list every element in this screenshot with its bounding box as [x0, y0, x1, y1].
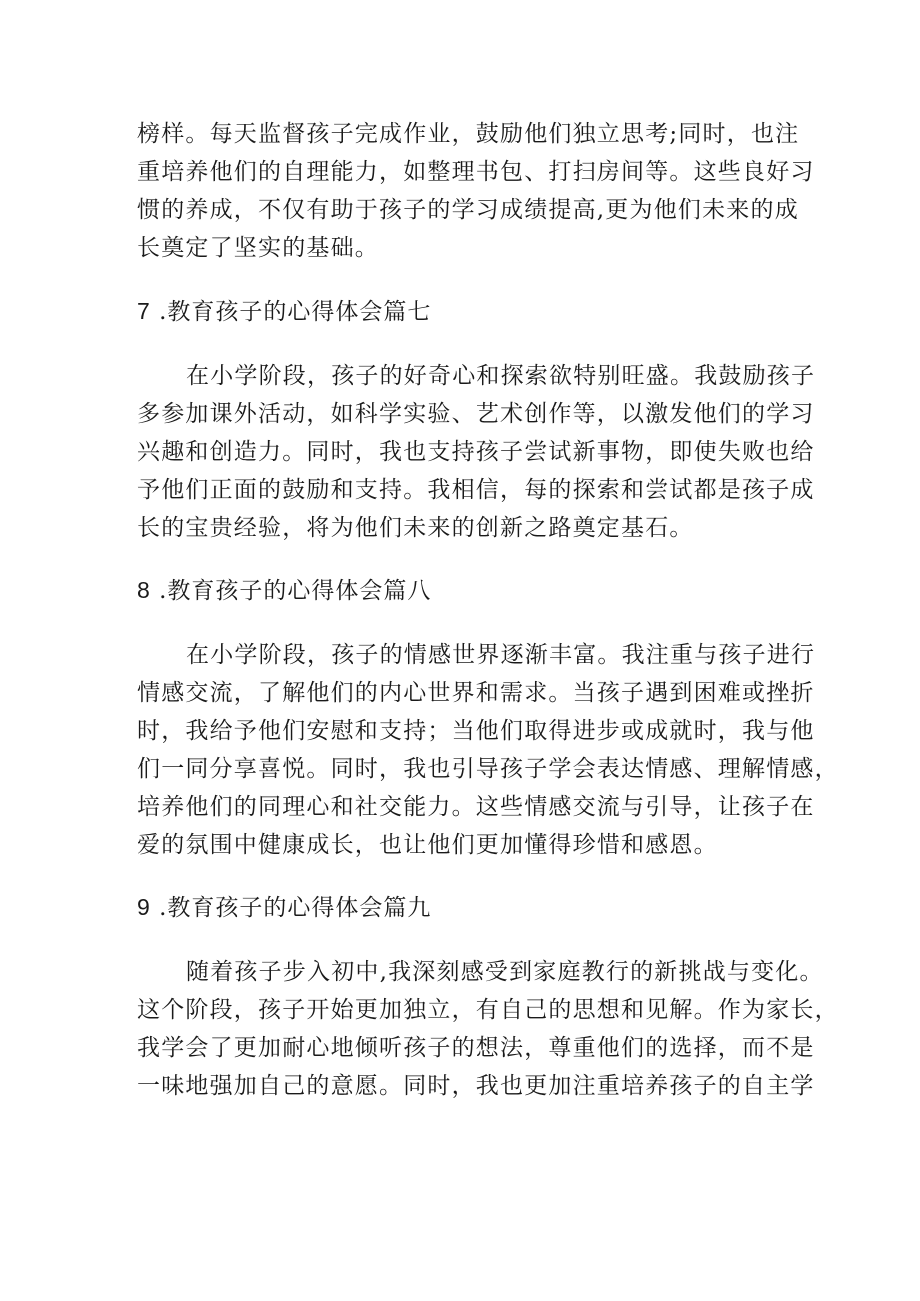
paragraph-line: 长的宝贵经验，将为他们未来的创新之路奠定基石。	[137, 515, 694, 541]
paragraph-line: 随着孩子步入初中,我深刻感受到家庭教行的新挑战与变化。	[186, 959, 824, 985]
paragraph-line: 重培养他们的自理能力，如整理书包、打扫房间等。这些良好习	[137, 159, 815, 185]
paragraph-line: 时，我给予他们安慰和支持；当他们取得进步或成就时，我与他	[137, 718, 815, 744]
paragraph-line: 情感交流，了解他们的内心世界和需求。当孩子遇到困难或挫折	[137, 680, 815, 706]
paragraph-line: 我学会了更加耐心地倾听孩子的想法，尊重他们的选择，而不是	[137, 1035, 815, 1061]
paragraph-line: 长奠定了坚实的基础。	[137, 235, 379, 261]
paragraph-line: 惯的养成，不仅有助于孩子的学习成绩提高,更为他们未来的成	[137, 197, 799, 223]
paragraph-line: 在小学阶段，孩子的情感世界逐渐丰富。我注重与孩子进行	[186, 642, 816, 668]
section-number: 9	[137, 894, 151, 920]
paragraph-line: 予他们正面的鼓励和支持。我相信，每的探索和尝试都是孩子成	[137, 477, 815, 503]
section-title: .教育孩子的心得体会篇九	[159, 895, 432, 921]
paragraph-line: 在小学阶段，孩子的好奇心和探索欲特别旺盛。我鼓励孩子	[186, 363, 816, 389]
section-number: 7	[137, 298, 151, 324]
paragraph-line: 一味地强加自己的意愿。同时，我也更加注重培养孩子的自主学	[137, 1073, 815, 1099]
paragraph-line: 培养他们的同理心和社交能力。这些情感交流与引导，让孩子在	[137, 794, 815, 820]
section-heading-9	[137, 891, 797, 924]
section-title: .教育孩子的心得体会篇七	[159, 299, 432, 325]
paragraph-line: 多参加课外活动，如科学实验、艺术创作等，以激发他们的学习	[137, 401, 815, 427]
paragraph-line: 这个阶段，孩子开始更加独立，有自己的思想和见解。作为家长，	[137, 997, 839, 1023]
paragraph-line: 榜样。每天监督孩子完成作业，鼓励他们独立思考;同时，也注	[137, 121, 800, 147]
paragraph-line: 爱的氛围中健康成长，也让他们更加懂得珍惜和感恩。	[137, 832, 718, 858]
section-heading-7	[137, 295, 797, 328]
paragraph-line: 兴趣和创造力。同时，我也支持孩子尝试新事物，即使失败也给	[137, 439, 815, 465]
section-number: 8	[137, 577, 151, 603]
section-title: .教育孩子的心得体会篇八	[159, 578, 432, 604]
section-heading-8	[137, 574, 797, 607]
paragraph-line: 们一同分享喜悦。同时，我也引导孩子学会表达情感、理解情感，	[137, 756, 839, 782]
